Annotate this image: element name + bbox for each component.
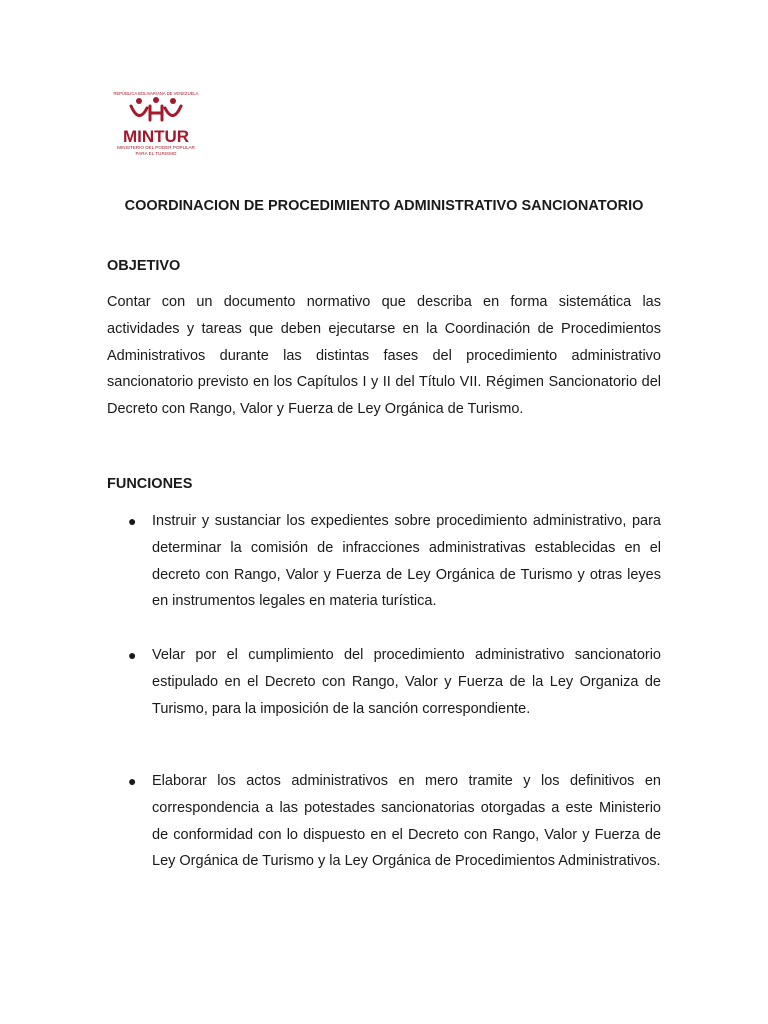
document-title: COORDINACION DE PROCEDIMIENTO ADMINISTRATIVO SANCIONATORIO [124, 198, 644, 214]
funciones-heading: FUNCIONES [107, 476, 193, 492]
list-item-text: Elaborar los actos administrativos en mero tramite y los definitivos en correspondencia a las potestades sancionatorias otorgadas a este Ministerio de conformidad con lo dispuesto en el Decreto con Rango, Valor y Fuerza de Ley Orgánica de Turismo y la Ley Orgánica de Procedimientos Administrativos. [152, 773, 661, 870]
list-item-text: Velar por el cumplimiento del procedimiento administrativo sancionatorio estipulado en el Decreto con Rango, Valor y Fuerza de la Ley Organiza de Turismo, para la imposición de la sanción correspondiente. [152, 647, 661, 717]
objetivo-text: Contar con un documento normativo que describa en forma sistemática las actividades y tareas que deben ejecutarse en la Coordinación de Procedimientos Administrativos durante las distintas fases del procedimiento administrativo sancionatorio previsto en los Capítulos I y II del Título VII. Régimen Sancionatorio del Decreto con Rango, Valor y Fuerza de Ley Orgánica de Turismo. [107, 294, 661, 418]
logo-ministry-line1: MINISTERIO DEL PODER POPULAR [117, 145, 195, 150]
figures-icon [131, 97, 181, 120]
bullet-icon: ● [128, 773, 137, 789]
list-item [128, 508, 662, 615]
mintur-logo [106, 90, 206, 160]
logo-ministry-line2: PARA EL TURISMO [135, 151, 177, 156]
objetivo-heading: OBJETIVO [107, 258, 181, 274]
mintur-emblem [106, 90, 206, 160]
logo-country-text: REPÚBLICA BOLIVARIANA DE VENEZUELA [113, 91, 199, 96]
bullet-icon: ● [128, 647, 137, 663]
bullet-icon: ● [128, 513, 137, 529]
logo-brand: MINTUR [122, 127, 190, 146]
list-item-text: Instruir y sustanciar los expedientes sobre procedimiento administrativo, para determinar la comisión de infracciones administrativas establecidas en el decreto con Rango, Valor y Fuerza de Ley Orgánica de Turismo y otras leyes en instrumentos legales en materia turística. [152, 513, 661, 610]
list-item [128, 768, 662, 875]
list-item [128, 642, 662, 722]
